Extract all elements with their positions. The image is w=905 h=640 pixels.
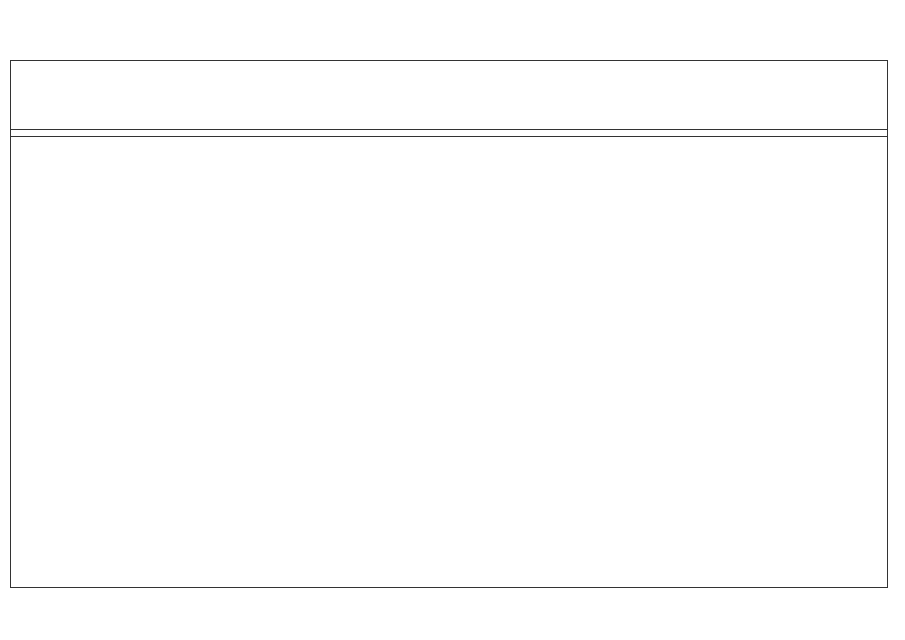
document-table bbox=[10, 60, 888, 588]
column-number-row bbox=[11, 129, 887, 137]
table-header bbox=[11, 61, 887, 130]
